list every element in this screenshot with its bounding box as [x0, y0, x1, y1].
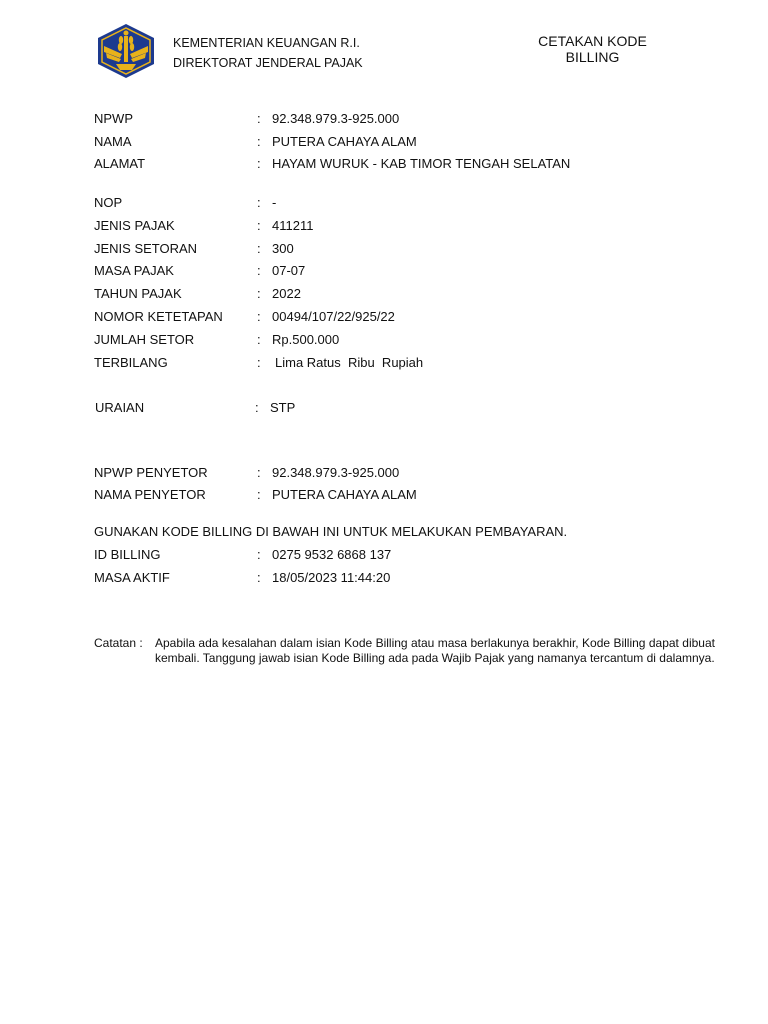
field-value: 00494/107/22/925/22: [272, 309, 395, 324]
field-value: STP: [270, 400, 296, 415]
field-label: URAIAN: [95, 400, 145, 415]
field-value: 411211: [272, 218, 314, 233]
field-value: 300: [272, 241, 294, 256]
field-separator: :: [257, 547, 261, 562]
field-value: -: [272, 195, 277, 210]
field-label: NOP: [94, 195, 123, 210]
field-label: ALAMAT: [94, 156, 146, 171]
field-value: PUTERA CAHAYA ALAM: [272, 487, 417, 502]
field-label: MASA PAJAK: [94, 263, 174, 278]
field-separator: :: [257, 263, 261, 278]
field-separator: :: [257, 487, 261, 502]
field-separator: :: [257, 465, 261, 480]
organization-header: [173, 33, 363, 73]
field-label: TERBILANG: [94, 355, 168, 370]
document-title-line1: CETAKAN KODE: [538, 33, 647, 49]
field-value: 18/05/2023 11:44:20: [272, 570, 391, 585]
document-title-line2: BILLING: [565, 49, 620, 65]
field-label: JENIS PAJAK: [94, 218, 175, 233]
payment-instruction: GUNAKAN KODE BILLING DI BAWAH INI UNTUK MELAKUKAN PEMBAYARAN.: [94, 524, 568, 539]
field-separator: :: [257, 156, 261, 171]
field-value: PUTERA CAHAYA ALAM: [272, 134, 417, 149]
field-label: MASA AKTIF: [94, 570, 170, 585]
field-value: 92.348.979.3-925.000: [272, 465, 400, 480]
field-value: 92.348.979.3-925.000: [272, 111, 400, 126]
field-label: ID BILLING: [94, 547, 161, 562]
document-title: [520, 33, 665, 65]
field-label: JUMLAH SETOR: [94, 332, 195, 347]
field-separator: :: [257, 218, 261, 233]
ministry-logo-icon: [94, 22, 158, 80]
field-separator: :: [257, 570, 261, 585]
field-separator: :: [257, 309, 261, 324]
field-separator: :: [257, 134, 261, 149]
note-label: Catatan :: [94, 636, 143, 650]
field-value: 2022: [272, 286, 301, 301]
field-label: JENIS SETORAN: [94, 241, 198, 256]
field-separator: :: [255, 400, 259, 415]
field-value: Lima Ratus Ribu Rupiah: [275, 355, 424, 370]
field-label: TAHUN PAJAK: [94, 286, 182, 301]
field-label: NPWP: [94, 111, 133, 126]
note-text: Apabila ada kesalahan dalam isian Kode Billing atau masa berlakunya berakhir, Kode Billing dapat dibuat kembali. Tanggung jawab isian Kode Billing ada pada Wajib Pajak yang namanya tercantum di dalamnya.: [155, 636, 715, 665]
billing-code-value: 0275 9532 6868 137: [272, 547, 392, 562]
field-label: NOMOR KETETAPAN: [94, 309, 223, 324]
directorate-name: DIREKTORAT JENDERAL PAJAK: [173, 56, 363, 70]
field-label: NAMA: [94, 134, 132, 149]
field-value: HAYAM WURUK - KAB TIMOR TENGAH SELATAN: [272, 156, 571, 171]
field-separator: :: [257, 332, 261, 347]
field-separator: :: [257, 111, 261, 126]
field-separator: :: [257, 241, 261, 256]
field-separator: :: [257, 286, 261, 301]
field-label: NPWP PENYETOR: [94, 465, 208, 480]
field-value: Rp.500.000: [272, 332, 340, 347]
field-value: 07-07: [272, 263, 306, 278]
field-label: NAMA PENYETOR: [94, 487, 206, 502]
field-separator: :: [257, 355, 261, 370]
ministry-name: KEMENTERIAN KEUANGAN R.I.: [173, 36, 360, 50]
field-separator: :: [257, 195, 261, 210]
